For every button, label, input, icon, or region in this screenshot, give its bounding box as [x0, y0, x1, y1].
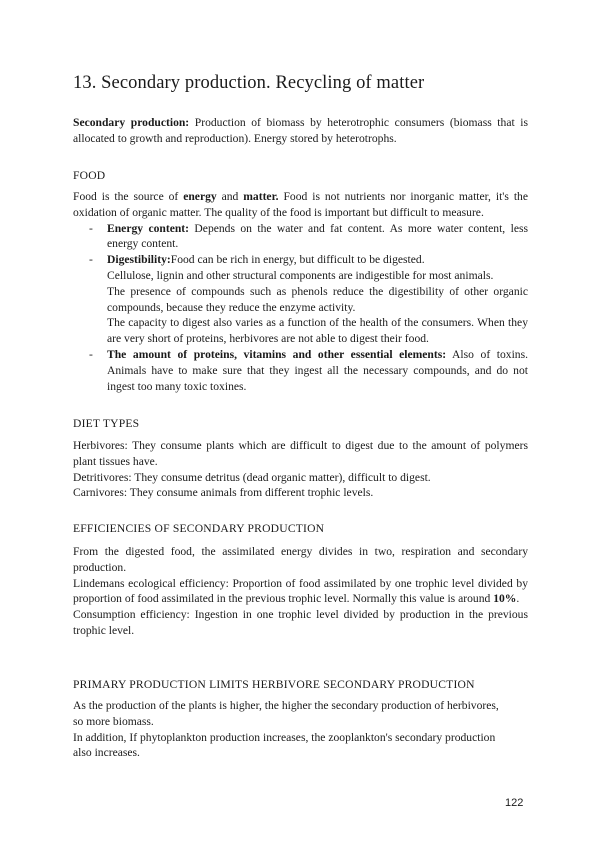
list-item-line: Cellulose, lignin and other structural components are indigestible for most animals.	[107, 268, 494, 282]
primary-production-section	[73, 698, 528, 761]
list-item-term: The amount of proteins, vitamins and other essential elements:	[107, 347, 447, 361]
list-item	[73, 221, 528, 253]
food-text-end: Food is not nutrients nor inorganic matter, it's the oxidation of organic matter. The quality of the food is important but difficult to measure.	[73, 190, 528, 219]
list-item	[73, 252, 528, 347]
food-text-start: Food is the source of	[73, 190, 184, 203]
diet-detritivores: Detritivores: They consume detritus (dead organic matter), difficult to digest.	[73, 470, 431, 484]
food-matter-term: matter.	[243, 190, 279, 203]
efficiencies-paragraph-2	[73, 576, 528, 608]
list-item-text: Depends on the water and fat content. As more water content, less energy content.	[107, 221, 528, 251]
lindeman-text: Lindemans ecological efficiency: Proportion of food assimilated by one trophic level divided by proportion of food assimilated in the previous trophic level. Normally this value is around	[73, 576, 528, 606]
intro-paragraph	[73, 115, 528, 147]
primary-paragraph-1-line-2: so more biomass.	[73, 714, 154, 728]
efficiencies-paragraph-3: Consumption efficiency: Ingestion in one trophic level divided by production in the previous trophic level.	[73, 608, 528, 637]
primary-paragraph-2-line-2: also increases.	[73, 746, 140, 760]
primary-paragraph-1-line-1: As the production of the plants is higher, the higher the secondary production of herbivores,	[73, 699, 499, 712]
food-heading: FOOD	[73, 169, 106, 182]
food-energy-term: energy	[183, 190, 217, 203]
efficiencies-heading: EFFICIENCIES OF SECONDARY PRODUCTION	[73, 522, 325, 535]
primary-production-heading: PRIMARY PRODUCTION LIMITS HERBIVORE SECONDARY PRODUCTION	[73, 678, 475, 691]
list-item-line: The capacity to digest also varies as a function of the health of the consumers. When they are very short of proteins, herbivores are not able to digest their food.	[107, 316, 528, 346]
lindeman-value: 10%	[493, 592, 517, 606]
list-item-text: Food can be rich in energy, but difficult to be digested.	[170, 253, 425, 267]
intro-term: Secondary production:	[73, 116, 190, 129]
food-paragraph	[73, 189, 528, 221]
diet-carnivores: Carnivores: They consume animals from different trophic levels.	[73, 486, 374, 500]
diet-types-heading: DIET TYPES	[73, 417, 140, 430]
diet-herbivores: Herbivores: They consume plants which are difficult to digest due to the amount of polymers plant tissues have.	[73, 439, 528, 468]
lindeman-end: .	[516, 592, 520, 606]
list-item-term: Digestibility:	[107, 253, 171, 267]
list-item-line: The presence of compounds such as phenols reduce the digestibility of other organic compounds, because they reduce the enzyme activity.	[107, 284, 528, 314]
page-title: 13. Secondary production. Recycling of matter	[73, 73, 425, 93]
primary-paragraph-2-line-1: In addition, If phytoplankton production increases, the zooplankton's secondary production	[73, 730, 496, 744]
diet-types-section	[73, 438, 528, 501]
food-text-and: and	[216, 190, 244, 203]
food-quality-list	[73, 221, 528, 395]
food-section	[73, 189, 528, 394]
page-number: 122	[505, 797, 524, 809]
efficiencies-section	[73, 544, 528, 639]
list-item-text: Also of toxins. Animals have to make sure that they ingest all the necessary compounds, and do not ingest too many toxic toxines.	[107, 347, 529, 393]
list-item	[73, 347, 528, 394]
intro-text: Production of biomass by heterotrophic consumers (biomass that is allocated to growth and reproduction). Energy stored by heterotrophs.	[73, 116, 529, 145]
list-item-term: Energy content:	[107, 221, 190, 235]
efficiencies-paragraph-1: From the digested food, the assimilated energy divides in two, respiration and secondary production.	[73, 545, 528, 574]
